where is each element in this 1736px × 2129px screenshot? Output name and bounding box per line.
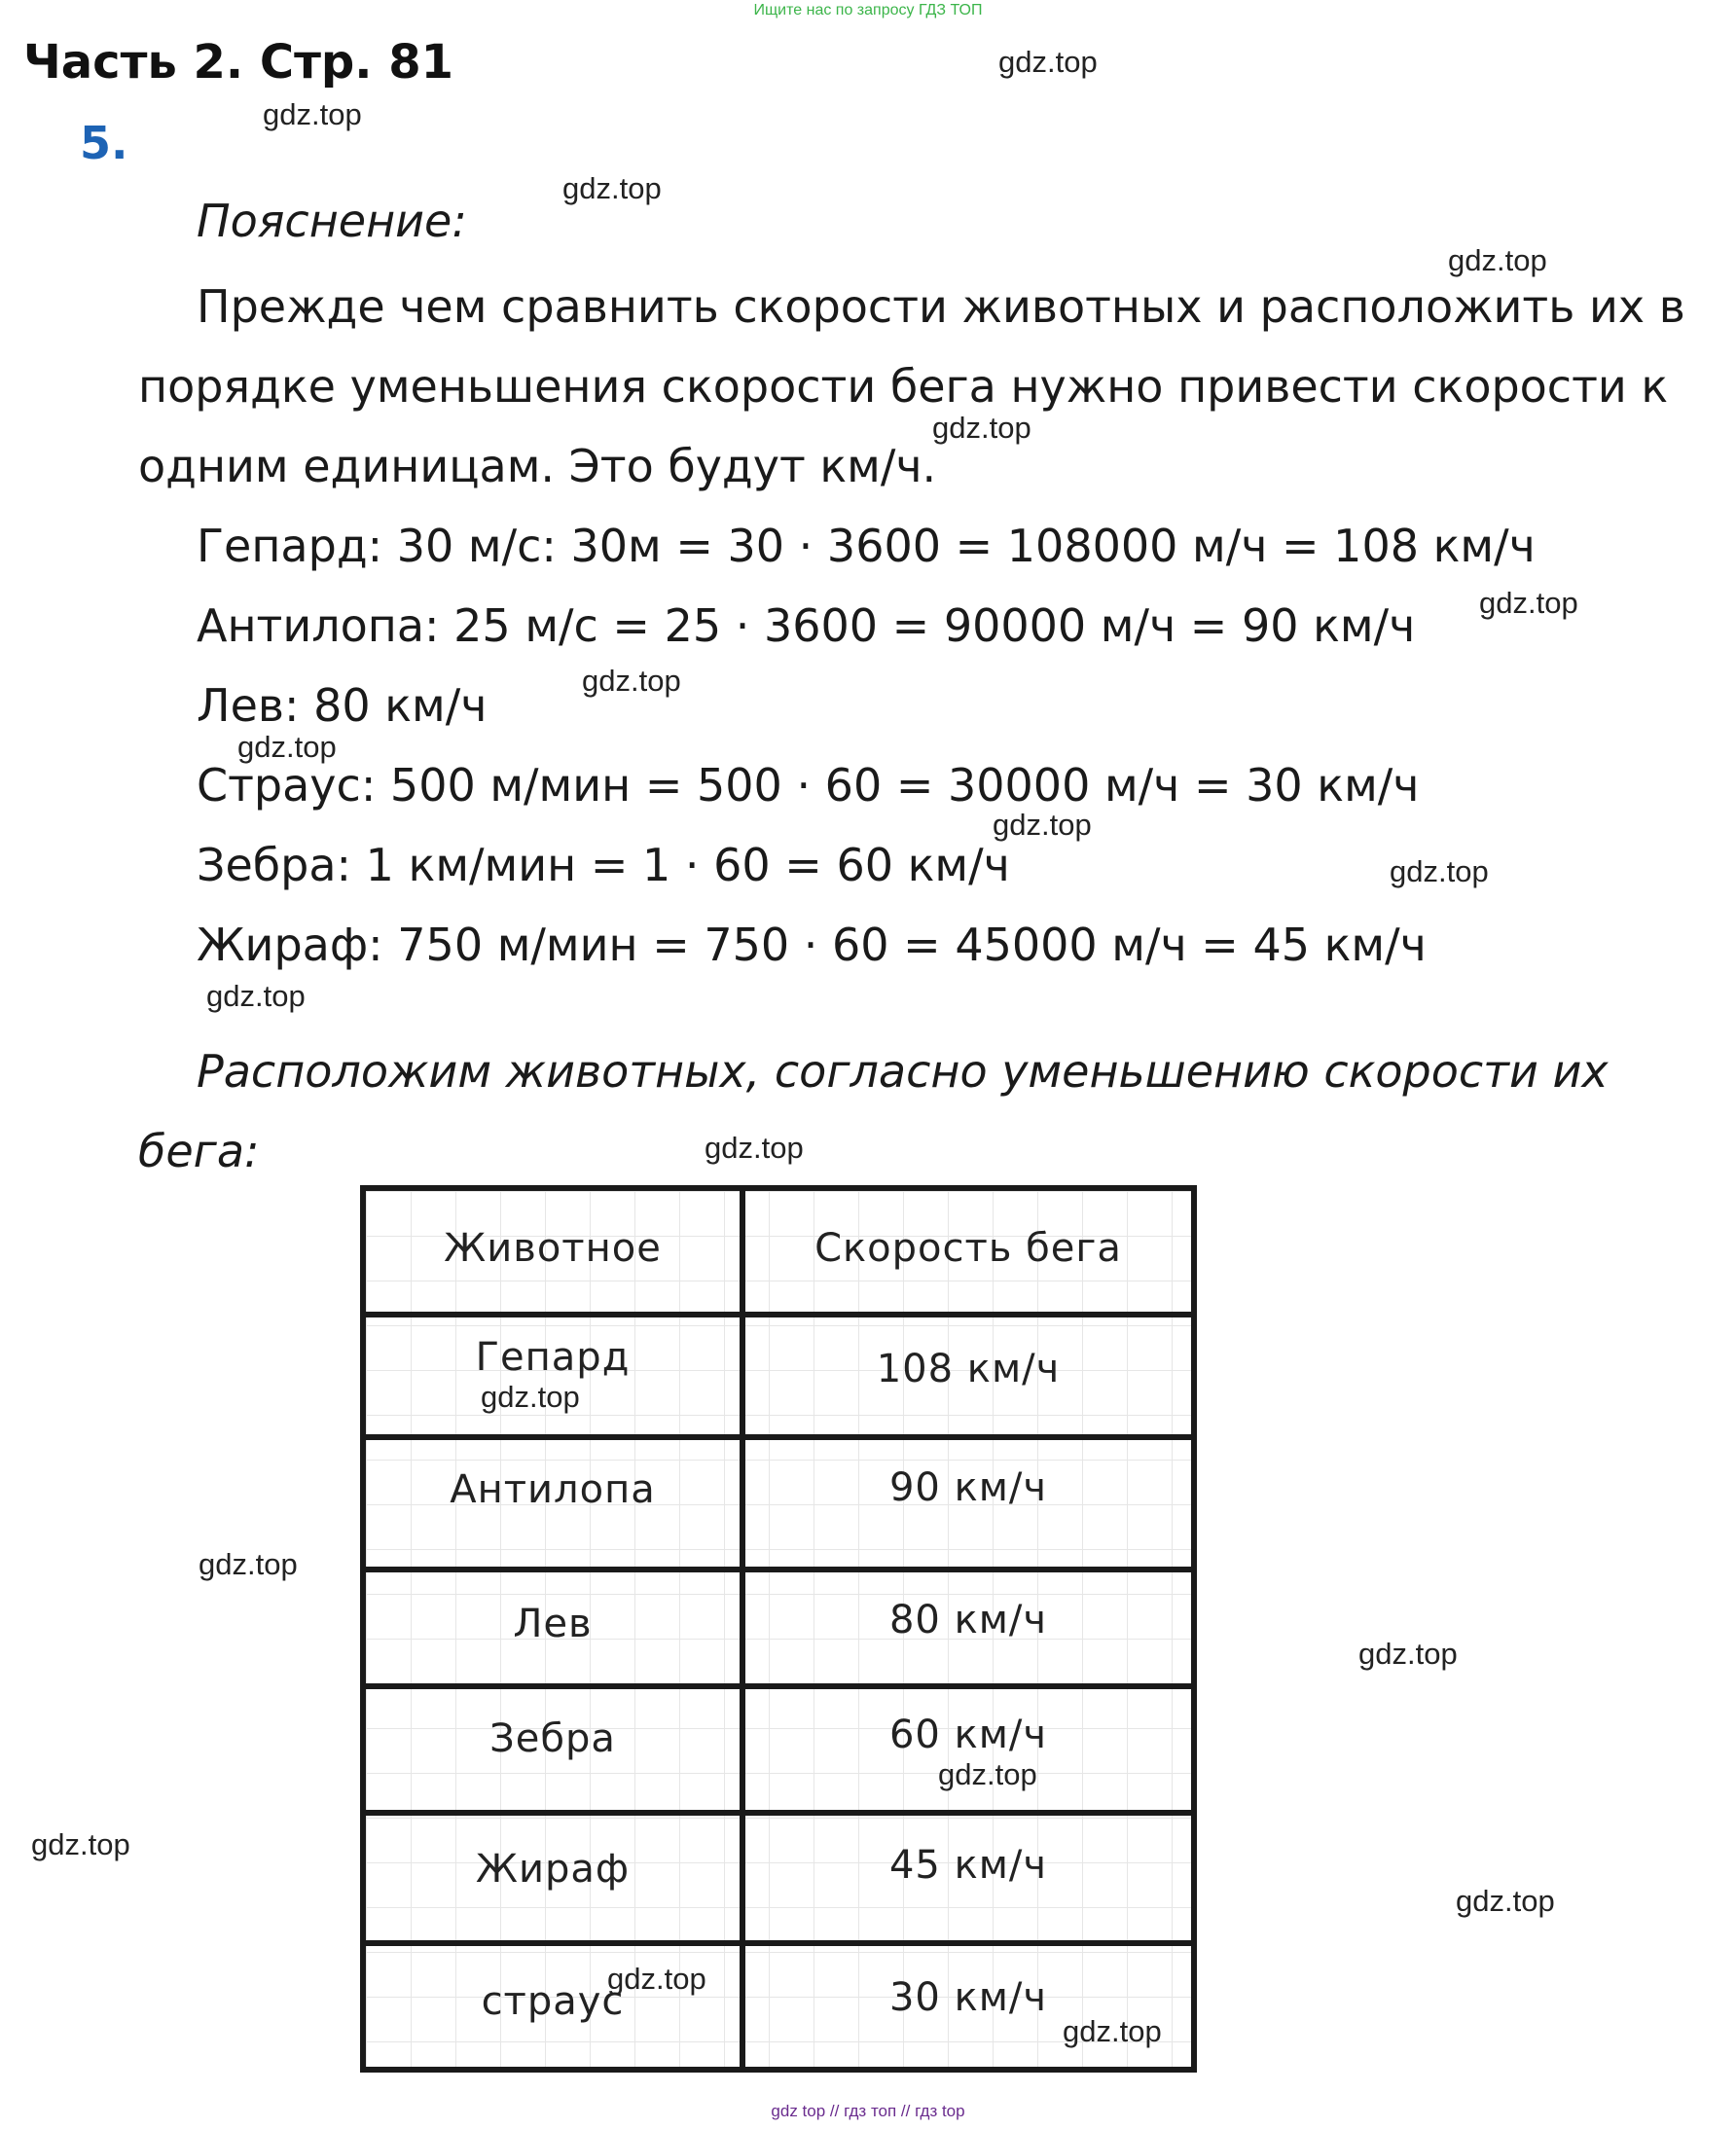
calc-antelope: Антилопа: 25 м/с = 25 · 3600 = 90000 м/ч = 90 км/ч — [197, 599, 1416, 652]
paragraph-line-2: порядке уменьшения скорости бега нужно привести скорости к — [138, 360, 1669, 413]
calc-giraffe: Жираф: 750 м/мин = 750 · 60 = 45000 м/ч = 45 км/ч — [197, 919, 1427, 971]
watermark: gdz.top — [1479, 586, 1578, 620]
row-divider — [366, 1567, 1191, 1572]
header-speed: Скорость бега — [814, 1226, 1122, 1271]
calc-zebra: Зебра: 1 км/мин = 1 · 60 = 60 км/ч — [197, 839, 1010, 891]
watermark: gdz.top — [607, 1962, 706, 1996]
task-number: 5. — [80, 117, 128, 169]
watermark: gdz.top — [481, 1380, 580, 1414]
watermark: gdz.top — [938, 1757, 1037, 1791]
watermark: gdz.top — [1456, 1884, 1555, 1918]
search-banner[interactable]: Ищите нас по запросу ГДЗ ТОП — [753, 2, 983, 18]
row-divider — [366, 1683, 1191, 1689]
header-animal: Животное — [444, 1226, 662, 1271]
row-divider — [366, 1434, 1191, 1440]
watermark: gdz.top — [705, 1131, 804, 1165]
watermark: gdz.top — [1063, 2014, 1162, 2048]
conclusion-line-1: Расположим животных, согласно уменьшению скорости их — [197, 1045, 1609, 1098]
row-divider — [366, 1312, 1191, 1317]
watermark: gdz.top — [1358, 1637, 1458, 1671]
row-divider — [366, 1810, 1191, 1816]
watermark: gdz.top — [31, 1827, 130, 1861]
watermark: gdz.top — [206, 979, 306, 1013]
watermark: gdz.top — [1390, 854, 1489, 888]
table-row-animal: страус — [481, 1979, 625, 2024]
page-title: Часть 2. Стр. 81 — [23, 35, 454, 90]
calc-ostrich: Страус: 500 м/мин = 500 · 60 = 30000 м/ч = 30 км/ч — [197, 759, 1420, 812]
watermark: gdz.top — [237, 730, 337, 764]
watermark: gdz.top — [582, 664, 681, 698]
table-row-speed: 30 км/ч — [888, 1975, 1048, 2020]
table-row-speed: 60 км/ч — [888, 1713, 1048, 1757]
paragraph-line-1: Прежде чем сравнить скорости животных и расположить их в — [197, 280, 1685, 333]
table-row-animal: Зебра — [489, 1716, 616, 1761]
table-row-speed: 90 км/ч — [888, 1465, 1048, 1510]
watermark: gdz.top — [993, 808, 1092, 842]
watermark: gdz.top — [562, 171, 662, 205]
watermark: gdz.top — [1448, 243, 1547, 277]
watermark: gdz.top — [998, 45, 1098, 79]
calc-lion: Лев: 80 км/ч — [197, 679, 488, 732]
table-row-speed: 108 км/ч — [876, 1347, 1061, 1391]
paragraph-line-3: одним единицам. Это будут км/ч. — [138, 440, 937, 492]
footer-links[interactable]: gdz top // гдз топ // гдз top — [771, 2102, 965, 2120]
explanation-label: Пояснение: — [197, 195, 467, 247]
watermark: gdz.top — [199, 1547, 298, 1581]
table-row-animal: Лев — [513, 1602, 593, 1646]
calc-cheetah: Гепард: 30 м/с: 30м = 30 · 3600 = 108000 м/ч = 108 км/ч — [197, 520, 1536, 572]
table-row-animal: Антилопа — [450, 1467, 656, 1512]
table-row-speed: 80 км/ч — [888, 1598, 1048, 1642]
table-row-animal: Гепард — [475, 1335, 631, 1380]
row-divider — [366, 1940, 1191, 1946]
speed-table — [360, 1185, 1197, 2073]
watermark: gdz.top — [263, 97, 362, 131]
conclusion-line-2: бега: — [138, 1125, 260, 1177]
watermark: gdz.top — [932, 411, 1031, 445]
table-row-animal: Жираф — [475, 1847, 631, 1892]
table-row-speed: 45 км/ч — [888, 1843, 1048, 1888]
